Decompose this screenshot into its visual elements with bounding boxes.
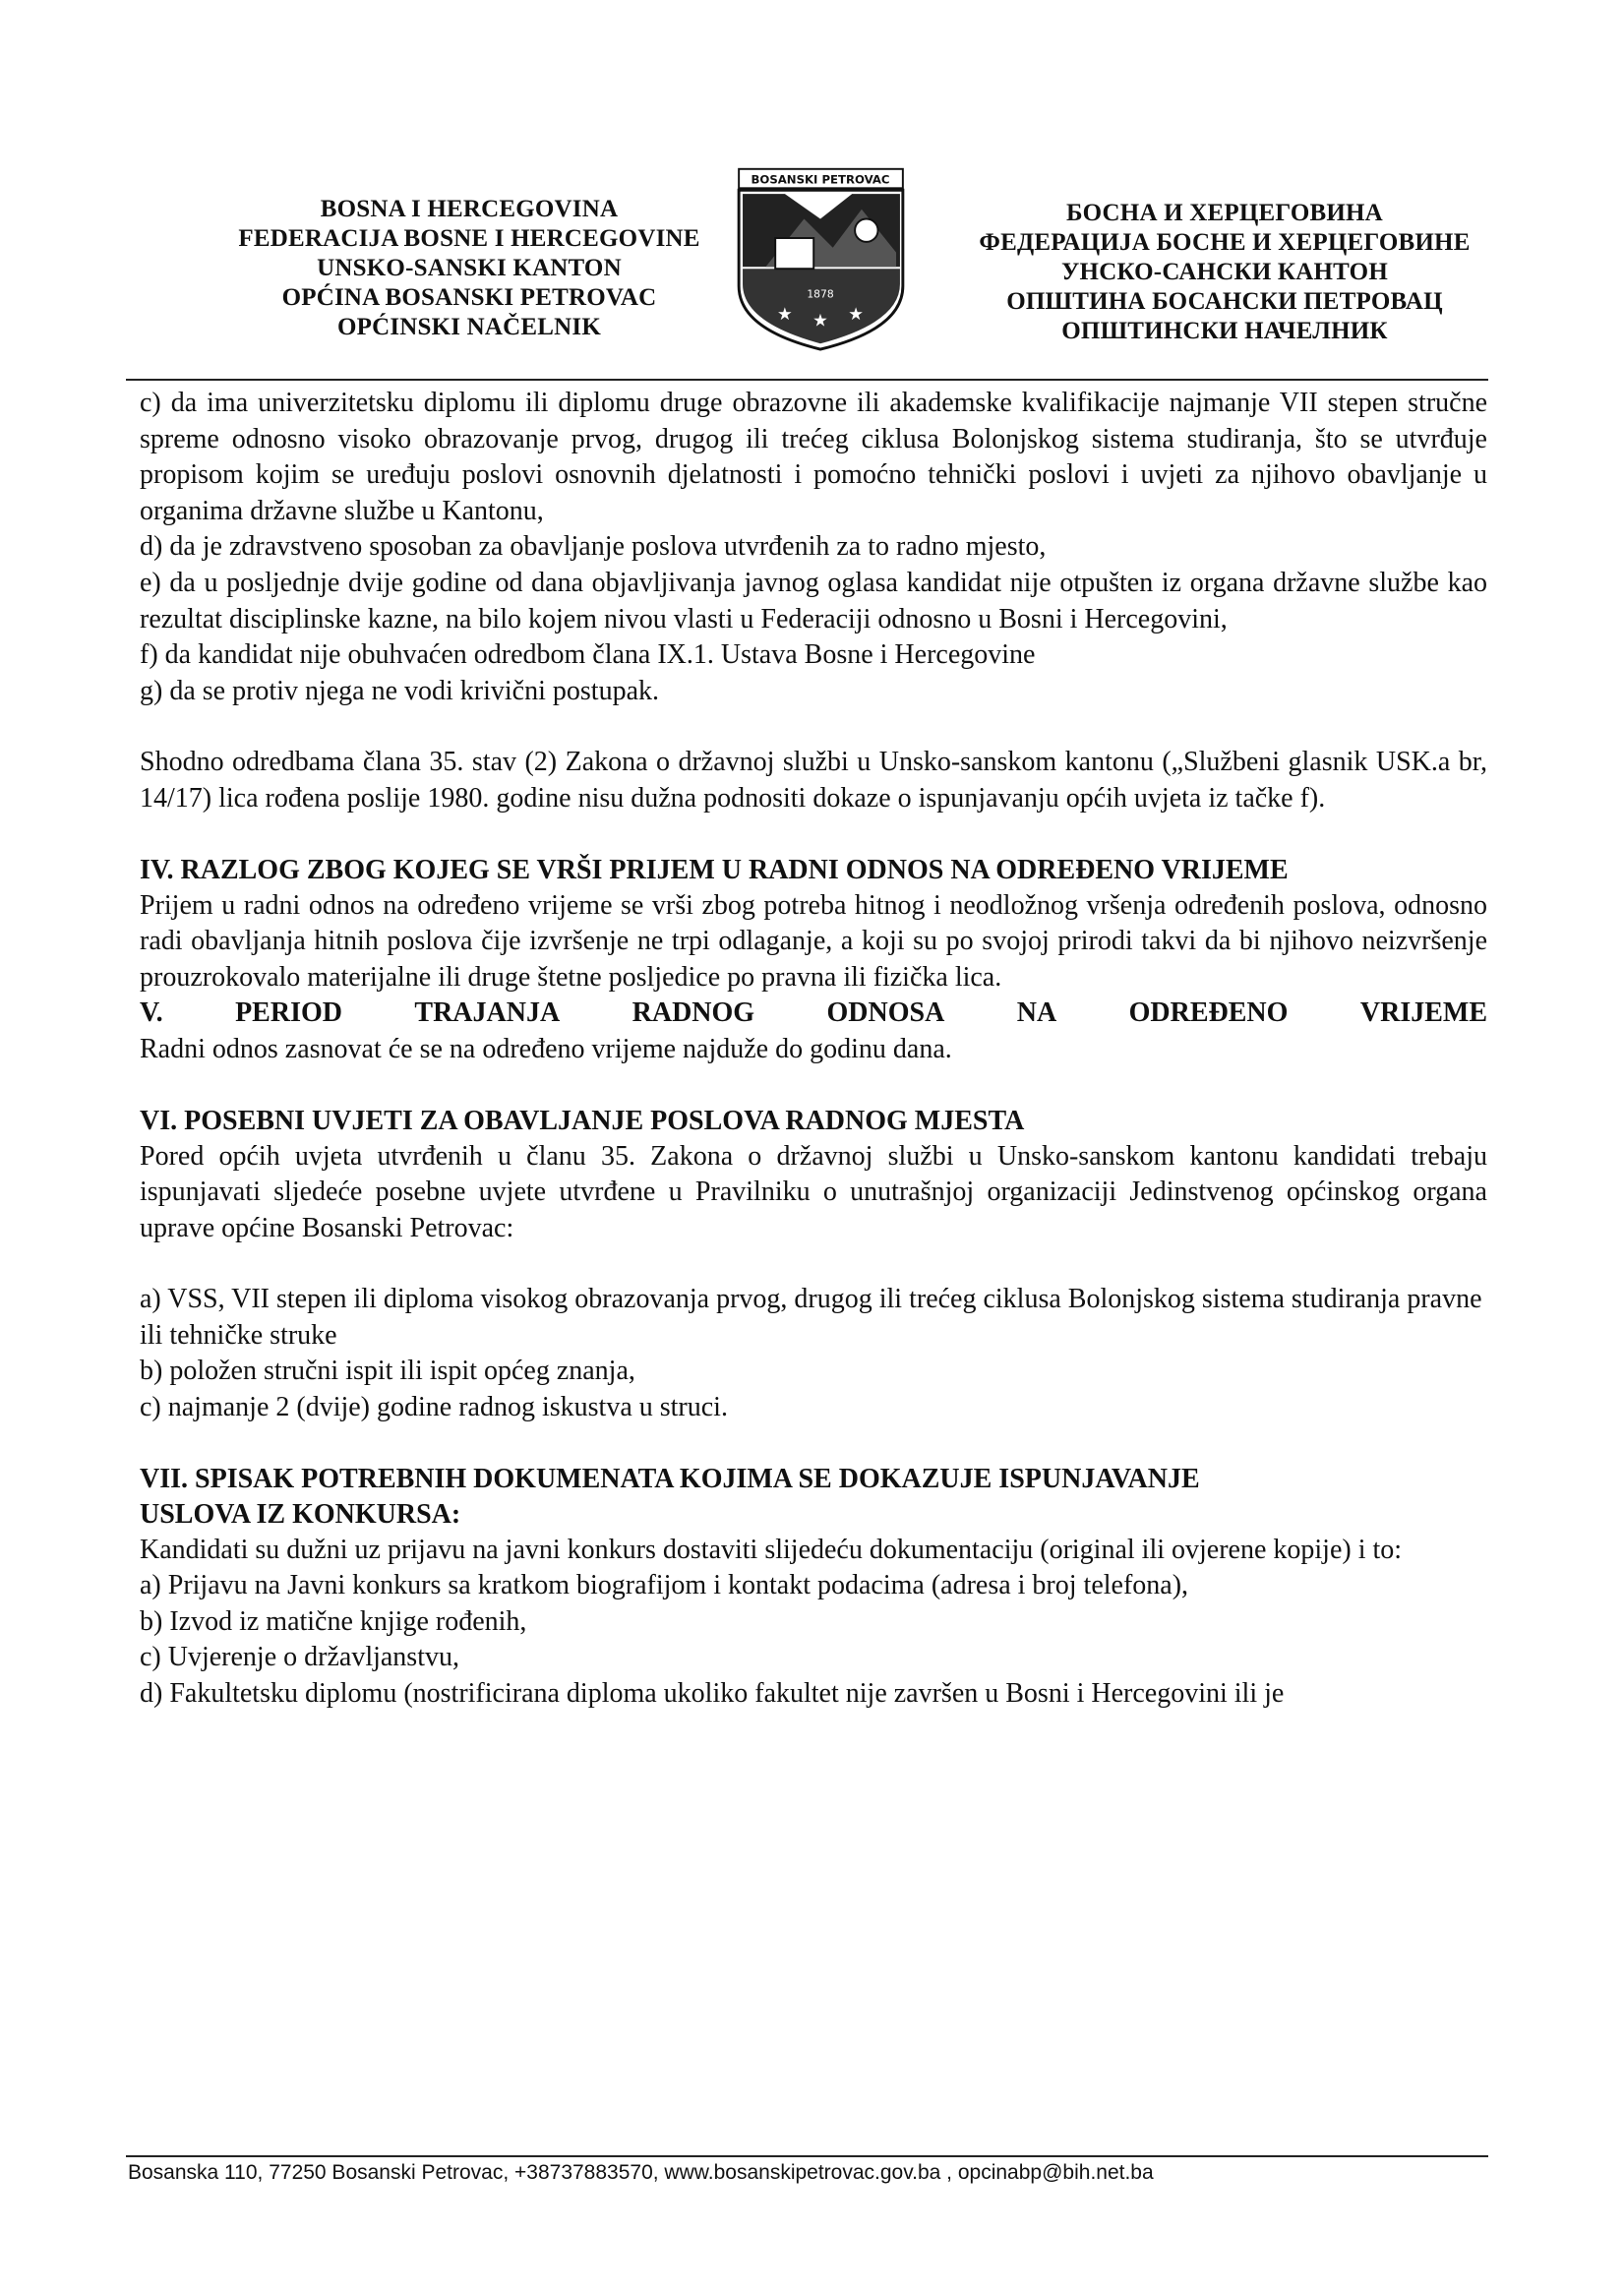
document-body (140, 386, 1487, 1713)
section-vii-title-cont: USLOVA IZ KONKURSA: (140, 1498, 461, 1530)
svg-text:BOSANSKI PETROVAC: BOSANSKI PETROVAC (751, 172, 890, 187)
canton-name-cyrillic: УНСКО-САНСКИ КАНТОН (1061, 259, 1388, 285)
canton-name: UNSKO-SANSKI KANTON (317, 255, 622, 281)
entity-name: FEDERACIJA BOSNE I HERCEGOVINE (238, 225, 700, 252)
crest-icon (725, 161, 917, 353)
footer-contact: Bosanska 110, 77250 Bosanski Petrovac, +38737883570, www.bosanskipetrovac.gov.ba , opcinabp@bih.net.ba (128, 2161, 1154, 2184)
header-divider (126, 379, 1488, 381)
letterhead-cyrillic (959, 199, 1490, 346)
svg-text:★: ★ (848, 303, 864, 324)
municipality-name: OPĆINA BOSANSKI PETROVAC (281, 284, 657, 311)
section-iv-title: IV. RAZLOG ZBOG KOJEG SE VRŠI PRIJEM U RADNI ODNOS NA ODREĐENO VRIJEME (140, 854, 1289, 885)
country-name: BOSNA I HERCEGOVINA (320, 196, 619, 222)
letterhead-latin (218, 195, 720, 342)
shodno-paragraph: Shodno odredbama člana 35. stav (2) Zakona o državnoj službi u Unsko-sanskom kantonu („Službeni glasnik USK.a br, 14/17) lica rođena poslije 1980. godine nisu dužna podnositi dokaze o ispunjavanju općih uvjeta iz tačke f). (140, 747, 1487, 814)
section-vi-item-c: c) najmanje 2 (dvije) godine radnog iskustva u struci. (140, 1392, 728, 1423)
section-v-title: V. PERIOD TRAJANJA RADNOG ODNOSA NA ODREĐENO VRIJEME (140, 997, 1487, 1029)
country-name-cyrillic: БОСНА И ХЕРЦЕГОВИНА (1066, 200, 1383, 226)
section-vii-item-a: a) Prijavu na Javni konkurs sa kratkom biografijom i kontakt podacima (adresa i broj telefona), (140, 1570, 1189, 1601)
office-name: OPĆINSKI NAČELNIK (336, 314, 602, 340)
condition-d: d) da je zdravstveno sposoban za obavljanje poslova utvrđenih za to radno mjesto, (140, 531, 1047, 563)
condition-f: f) da kandidat nije obuhvaćen odredbom člana IX.1. Ustava Bosne i Hercegovine (140, 639, 1036, 671)
condition-e: e) da u posljednje dvije godine od dana objavljivanja javnog oglasa kandidat nije otpušten iz organa državne službe kao rezultat disciplinske kazne, na bilo kojem nivou vlasti u Federaciji odnosno u Bosni i Hercegovini, (140, 567, 1487, 634)
section-vii-item-b: b) Izvod iz matične knjige rođenih, (140, 1605, 527, 1637)
entity-name-cyrillic: ФЕДЕРАЦИЈА БОСНЕ И ХЕРЦЕГОВИНЕ (979, 229, 1471, 256)
section-vi-item-b: b) položen stručni ispit ili ispit općeg znanja, (140, 1356, 635, 1387)
municipality-crest (725, 161, 917, 358)
section-vii-item-d: d) Fakultetsku diplomu (nostrificirana diploma ukoliko fakultet nije završen u Bosni i Hercegovini ili je (140, 1678, 1285, 1710)
office-name-cyrillic: ОПШТИНСКИ НАЧЕЛНИК (1061, 318, 1388, 344)
section-v-text: Radni odnos zasnovat će se na određeno vrijeme najduže do godinu dana. (140, 1033, 952, 1064)
condition-c: c) da ima univerzitetsku diplomu ili diplomu druge obrazovne ili akademske kvalifikacije najmanje VII stepen stručne spreme odnosno visoko obrazovanje prvog, drugog ili trećeg ciklusa Bolonjskog sistema studiranja, što se utvrđuje propisom kojim se uređuju poslovi osnovnih djelatnosti i pomoćno tehnički poslovi i uvjeti za njihovo obavljanje u organima državne službe u Kantonu, (140, 388, 1487, 526)
section-vii-title: VII. SPISAK POTREBNIH DOKUMENATA KOJIMA SE DOKAZUJE ISPUNJAVANJE (140, 1463, 1200, 1494)
svg-text:★: ★ (777, 303, 793, 324)
section-vi-text: Pored općih uvjeta utvrđenih u članu 35. Zakona o državnoj službi u Unsko-sanskom kantonu kandidati trebaju ispunjavati sljedeće posebne uvjete utvrđene u Pravilniku o unutrašnjoj organizaciji Jedinstvenog općinskog organa uprave općine Bosanski Petrovac: (140, 1140, 1487, 1243)
letterhead (0, 148, 1624, 354)
svg-text:1878: 1878 (807, 287, 834, 301)
section-vii-item-c: c) Uvjerenje o državljanstvu, (140, 1642, 459, 1673)
section-vi-title: VI. POSEBNI UVJETI ZA OBAVLJANJE POSLOVA RADNOG MJESTA (140, 1105, 1025, 1136)
footer-divider (126, 2155, 1488, 2157)
section-vii-text: Kandidati su dužni uz prijavu na javni konkurs dostaviti slijedeću dokumentaciju (original ili ovjerene kopije) i to: (140, 1534, 1403, 1565)
section-iv-text: Prijem u radni odnos na određeno vrijeme se vrši zbog potreba hitnog i neodložnog vršenja određenih poslova, odnosno radi obavljanja hitnih poslova čije izvršenje ne trpi odlaganje, a koji su po svojoj prirodi takvi da bi njihovo neizvršenje prouzrokovalo materijalne ili druge štetne posljedice po pravna ili fizička lica. (140, 889, 1487, 993)
municipality-name-cyrillic: ОПШТИНА БОСАНСКИ ПЕТРОВАЦ (1006, 288, 1443, 315)
section-vi-item-a: a) VSS, VII stepen ili diploma visokog obrazovanja prvog, drugog ili trećeg ciklusa Bolonjskog sistema studiranja pravne ili tehničke struke (140, 1284, 1482, 1351)
svg-text:★: ★ (812, 310, 828, 331)
condition-g: g) da se protiv njega ne vodi krivični postupak. (140, 675, 659, 706)
